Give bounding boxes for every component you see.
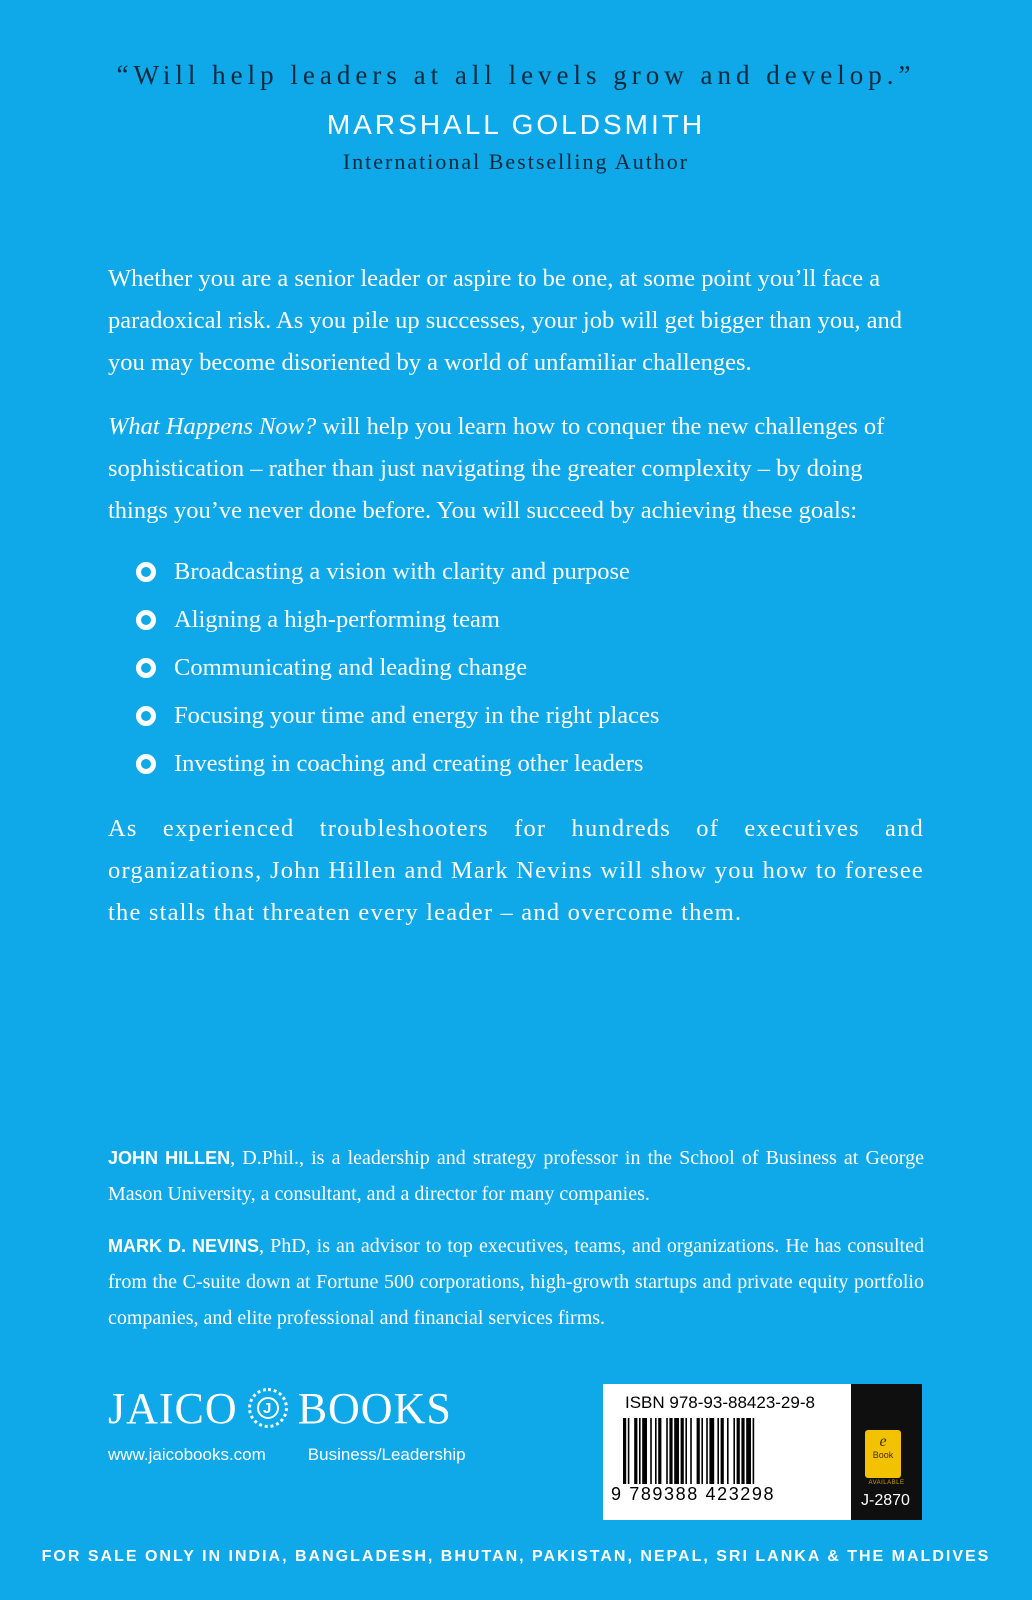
- list-item: [136, 692, 924, 740]
- goal-text: Communicating and leading change: [174, 654, 528, 681]
- goal-text: Broadcasting a vision with clarity and purpose: [174, 558, 630, 585]
- list-item: [136, 548, 924, 596]
- second-paragraph: [108, 406, 924, 532]
- sale-territory-notice: FOR SALE ONLY IN INDIA, BANGLADESH, BHUTAN, PAKISTAN, NEPAL, SRI LANKA & THE MALDIVES: [41, 1548, 991, 1565]
- endorsement-author: MARSHALL GOLDSMITH: [326, 109, 706, 140]
- goal-text: Focusing your time and energy in the right places: [174, 702, 660, 729]
- logo-letter: J: [257, 1397, 279, 1419]
- catalog-code: J-2870: [861, 1492, 910, 1509]
- closing-paragraph: As experienced troubleshooters for hundreds of executives and organizations, John Hillen and Mark Nevins will show you how to foresee the stalls that threaten every leader – and overcome them.: [108, 815, 924, 926]
- ebook-label: Book: [872, 1450, 894, 1460]
- barcode-box: [603, 1384, 922, 1520]
- isbn-text: ISBN 978-93-88423-29-8: [625, 1393, 815, 1412]
- intro-paragraph: Whether you are a senior leader or aspire to be one, at some point you’ll face a paradoxical risk. As you pile up successes, your job will get bigger than you, and you may become disoriented by a world of unfamiliar challenges.: [108, 265, 903, 376]
- publisher-logo: [108, 1383, 466, 1433]
- bio-text: , PhD, is an advisor to top executives, teams, and organizations. He has consulted from the C-suite down at Fortune 500 corporations, high-growth startups and private equity portfolio companies, and elite professional and financial services firms.: [108, 1235, 924, 1329]
- ebook-letter: e: [879, 1433, 887, 1450]
- bio-mark-nevins: [108, 1228, 924, 1336]
- second-paragraph-text: will help you learn how to conquer the new challenges of sophistication – rather than just navigating the greater complexity – by doing things you’ve never done before. You will succeed by achieving these goals:: [108, 413, 885, 524]
- publisher-website: www.jaicobooks.com: [108, 1445, 266, 1464]
- sun-icon: [248, 1388, 288, 1428]
- book-description: [108, 258, 924, 956]
- goal-text: Aligning a high-performing team: [174, 606, 500, 633]
- list-item: [136, 644, 924, 692]
- publisher-meta: [108, 1445, 466, 1465]
- ebook-icon: [865, 1430, 901, 1478]
- barcode-area: [603, 1384, 851, 1520]
- bullet-icon: [136, 658, 156, 678]
- bio-name: JOHN HILLEN: [108, 1148, 231, 1168]
- bullet-icon: [136, 754, 156, 774]
- logo-word-right: BOOKS: [297, 1383, 452, 1433]
- bio-text: , D.Phil., is a leadership and strategy professor in the School of Business at George Mason University, a consultant, and a director for many companies.: [108, 1147, 924, 1205]
- bullet-icon: [136, 610, 156, 630]
- author-bios: [108, 1140, 924, 1352]
- bullet-icon: [136, 706, 156, 726]
- ebook-tag: AVAILABLE: [868, 1480, 905, 1486]
- goals-list: [136, 548, 924, 788]
- bio-name: MARK D. NEVINS: [108, 1236, 260, 1256]
- list-item: [136, 596, 924, 644]
- bullet-icon: [136, 562, 156, 582]
- bio-john-hillen: [108, 1140, 924, 1212]
- cover-blurb: [0, 60, 1032, 175]
- list-item: [136, 740, 924, 788]
- barcode-digits: 9 789388 423298: [611, 1484, 776, 1504]
- goal-text: Investing in coaching and creating other leaders: [174, 750, 644, 777]
- barcode-icon: [623, 1418, 835, 1484]
- endorsement-quote: “Will help leaders at all levels grow and develop.”: [116, 60, 916, 90]
- logo-word-left: JAICO: [108, 1383, 238, 1433]
- publisher-block: [108, 1383, 466, 1465]
- book-category: Business/Leadership: [307, 1445, 466, 1464]
- barcode-side-panel: [851, 1384, 922, 1520]
- endorsement-author-role: International Bestselling Author: [342, 149, 690, 174]
- book-title-inline: What Happens Now?: [108, 413, 317, 440]
